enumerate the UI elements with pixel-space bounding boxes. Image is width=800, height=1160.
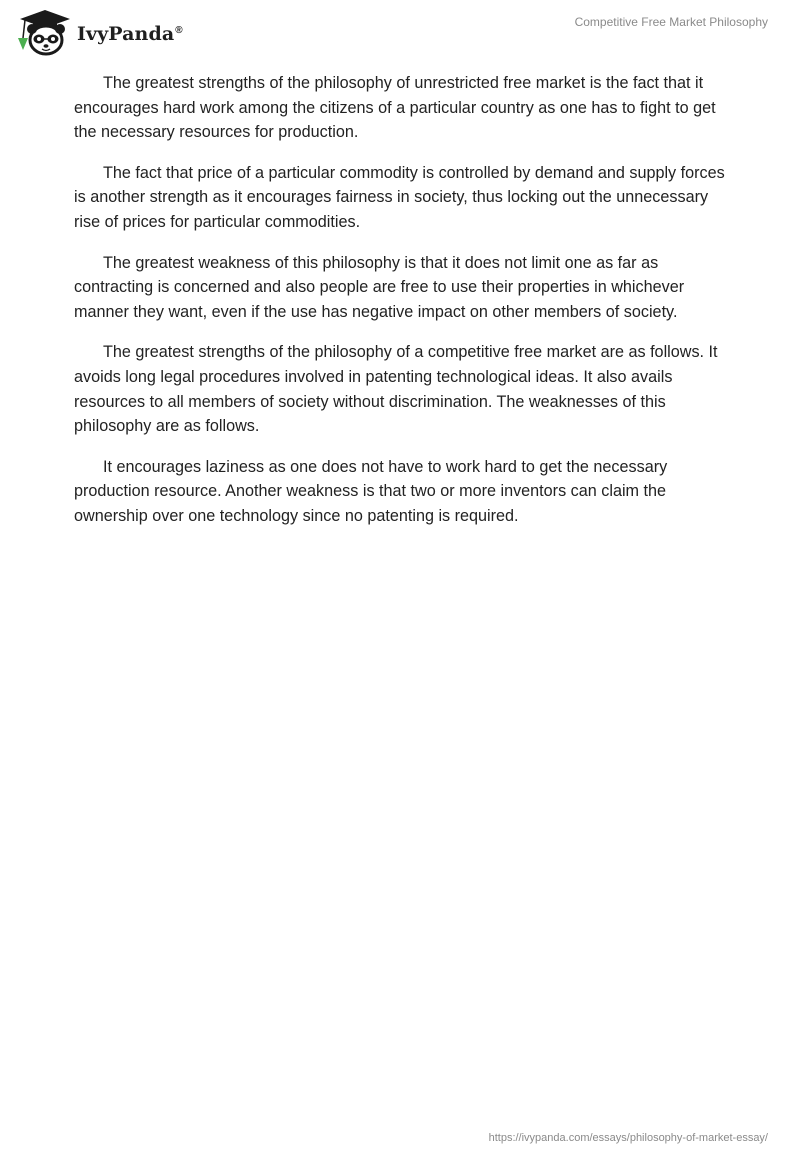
paragraph: It encourages laziness as one does not have to work hard to get the necessary production resource. Another weakness is that two or more inventors can claim the ownership over one technology since no patenting is required.: [74, 457, 668, 525]
essay-body: [74, 71, 734, 545]
source-url[interactable]: https://ivypanda.com/essays/philosophy-of-market-essay/: [488, 1132, 768, 1144]
paragraph: The greatest weakness of this philosophy is that it does not limit one as far as contracting is concerned and also people are free to use their properties in whichever manner they want, even if the use has negative impact on other members of society.: [74, 253, 685, 321]
running-title: Competitive Free Market Philosophy: [574, 15, 768, 29]
paragraph: The fact that price of a particular commodity is controlled by demand and supply forces is another strength as it encourages fairness in society, thus locking out the unnecessary rise of prices for particular commodities.: [74, 163, 725, 231]
paragraph: The greatest strengths of the philosophy of unrestricted free market is the fact that it encourages hard work among the citizens of a particular country as one has to fight to get the necessary resources for production.: [74, 74, 716, 142]
registered-mark: ®: [175, 24, 183, 36]
paragraph: The greatest strengths of the philosophy of a competitive free market are as follows. It avoids long legal procedures involved in patenting technological ideas. It also avails resources to all members of society without discrimination. The weaknesses of this philosophy are as follows.: [74, 343, 718, 436]
brand-logo[interactable]: [15, 8, 183, 58]
page-header: [0, 0, 800, 62]
panda-graduate-icon: [15, 8, 75, 58]
brand-name: IvyPanda®: [77, 23, 183, 45]
